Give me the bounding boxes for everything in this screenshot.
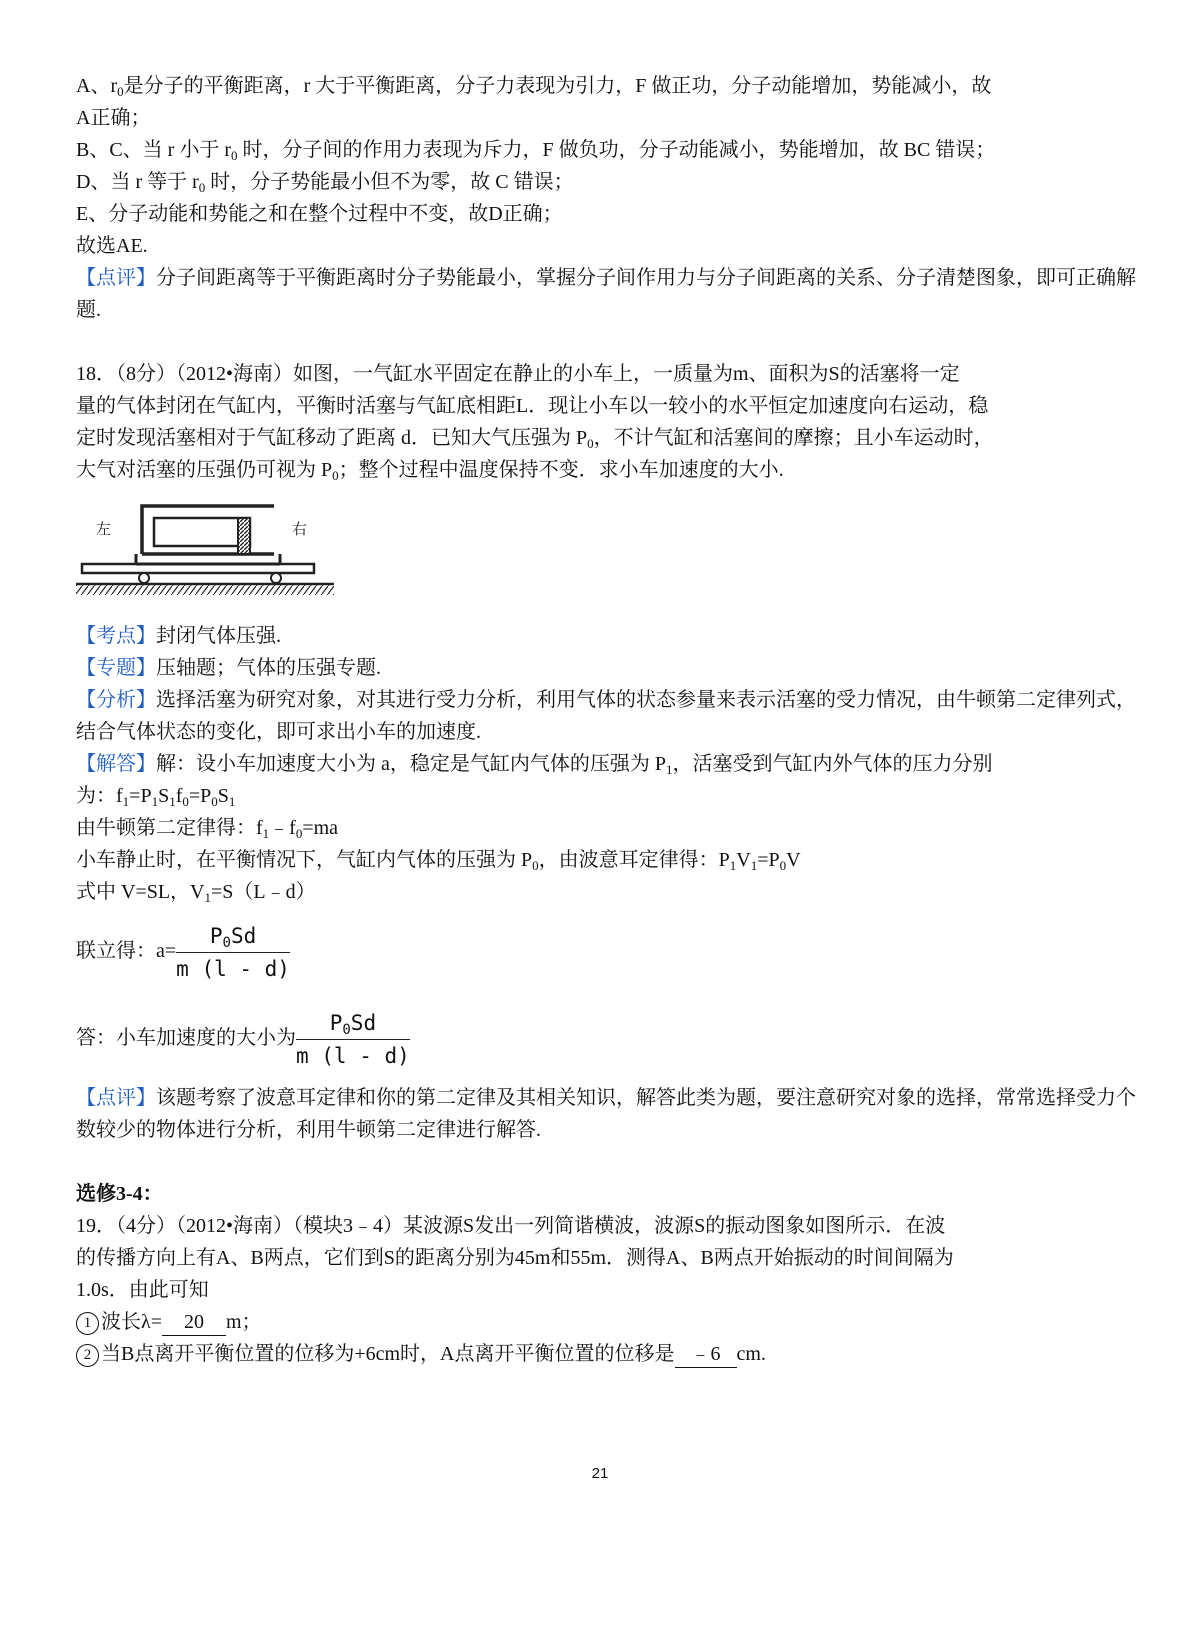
q18-eq1: 为：$f_1=P_1S_1f_0=P_0S_1$	[76, 785, 236, 809]
item2-answer-blank: ﹣6	[675, 1341, 737, 1368]
q18-stem-line3: 定时发现活塞相对于气缸移动了距离 d．已知大气压强为 $P_0$，不计气缸和活塞间的摩擦；且小车运动时，	[76, 427, 994, 451]
q19-stem-line1: 19．（4分）（2012•海南）（模块3﹣4）某波源S发出一列简谐横波，波源S的振动图象如图所示．在波	[76, 1215, 946, 1237]
item2-prefix: 当B点离开平衡位置的位移为+6cm时，A点离开平衡位置的位移是	[101, 1343, 675, 1365]
kaodian-tag: 【考点】	[76, 625, 156, 647]
fenxi-tag: 【分析】	[76, 689, 156, 711]
fraction-numerator: $P_0Sd$	[296, 1009, 410, 1040]
left-label: 左	[96, 520, 112, 538]
item1-suffix: m；	[225, 1311, 262, 1333]
item1-prefix: 波长λ=	[101, 1311, 162, 1333]
circled-number-2: 2	[76, 1344, 99, 1367]
circled-number-1: 1	[76, 1312, 99, 1335]
acceleration-fraction	[176, 922, 290, 983]
right-label: 右	[292, 520, 308, 538]
item2-suffix: cm.	[736, 1343, 766, 1365]
page-number: 21	[591, 1465, 609, 1482]
cylinder-cart-diagram	[76, 498, 338, 602]
q18-zhuanti	[76, 652, 1136, 684]
q18-kaodian	[76, 620, 1136, 652]
fraction-denominator: m (l - d)	[296, 1044, 410, 1068]
fraction-denominator: m (l - d)	[176, 957, 290, 981]
q18-answer	[76, 1009, 1136, 1070]
q17-option-bc: B、C、当 r 小于 $r_0$ 时，分子间的作用力表现为斥力，F 做负功，分子动能减小，势能增加，故 BC 错误；	[76, 139, 996, 163]
q17-option-a-line1: A、$r_0$是分子的平衡距离，r 大于平衡距离，分子力表现为引力，F 做正功，分子动能增加，势能减小，故	[76, 75, 992, 99]
fenxi-text: 选择活塞为研究对象，对其进行受力分析，利用气体的状态参量来表示活塞的受力情况，由牛顿第二定律列式，结合气体状态的变化，即可求出小车的加速度.	[76, 689, 1136, 743]
q17-option-e: E、分子动能和势能之和在整个过程中不变，故D正确；	[76, 203, 563, 225]
document-page	[76, 70, 1136, 1370]
answer-fraction	[296, 1009, 410, 1070]
zhuanti-tag: 【专题】	[76, 657, 156, 679]
jieda-tag: 【解答】	[76, 753, 156, 775]
q19-item1	[76, 1306, 1136, 1338]
q18-lianli	[76, 922, 1136, 983]
comment-tag: 【点评】	[76, 1087, 156, 1109]
kaodian-text: 封闭气体压强.	[156, 625, 281, 647]
zhuanti-text: 压轴题；气体的压强专题.	[156, 657, 381, 679]
comment-tag: 【点评】	[76, 267, 156, 289]
item1-answer-blank: 20	[162, 1309, 226, 1336]
q18-stem-line1: 18．（8分）（2012•海南）如图，一气缸水平固定在静止的小车上，一质量为m、面积为S的活塞将一定	[76, 363, 960, 385]
fraction-numerator: $P_0Sd$	[176, 922, 290, 953]
q19-item2	[76, 1338, 1136, 1370]
q18-eq3: 小车静止时，在平衡情况下，气缸内气体的压强为 $P_0$，由波意耳定律得：$P_1V_1=P_0V$	[76, 849, 801, 873]
q19-stem-line3: 1.0s．由此可知	[76, 1279, 209, 1301]
q18-fenxi	[76, 684, 1136, 748]
comment-text: 该题考察了波意耳定律和你的第二定律及其相关知识，解答此类为题，要注意研究对象的选择，常常选择受力个数较少的物体进行分析，利用牛顿第二定律进行解答.	[76, 1087, 1136, 1141]
q17-option-d: D、当 r 等于 $r_0$ 时，分子势能最小但不为零，故 C 错误；	[76, 171, 574, 195]
q18-eq4: 式中 V=SL，$V_1=S(L﹣d)$	[76, 881, 316, 905]
q17-option-a-line2: A正确；	[76, 107, 151, 129]
cylinder-cart-figure	[76, 498, 1136, 612]
q18-stem-line4: 大气对活塞的压强仍可视为 $P_0$；整个过程中温度保持不变．求小车加速度的大小.	[76, 459, 784, 483]
q18-jieda: 【解答】解：设小车加速度大小为 a，稳定是气缸内气体的压强为 $P_1$，活塞受到气缸内外气体的压力分别	[76, 753, 993, 777]
section-heading: 选修3-4：	[76, 1183, 163, 1205]
q19-stem-line2: 的传播方向上有A、B两点，它们到S的距离分别为45m和55m．测得A、B两点开始振动的时间间隔为	[76, 1247, 954, 1269]
q17-choice: 故选AE.	[76, 235, 148, 257]
q17-comment	[76, 262, 1136, 326]
q18-stem-line2: 量的气体封闭在气缸内，平衡时活塞与气缸底相距L．现让小车以一较小的水平恒定加速度向右运动，稳	[76, 395, 989, 417]
lianli-label: 联立得：a=	[76, 940, 177, 963]
q18-eq2: 由牛顿第二定律得：$f_1﹣f_0=ma$	[76, 817, 339, 841]
q18-comment	[76, 1082, 1136, 1146]
comment-text: 分子间距离等于平衡距离时分子势能最小，掌握分子间作用力与分子间距离的关系、分子清楚图象，即可正确解题.	[76, 267, 1136, 321]
answer-label: 答：小车加速度的大小为	[76, 1027, 296, 1050]
